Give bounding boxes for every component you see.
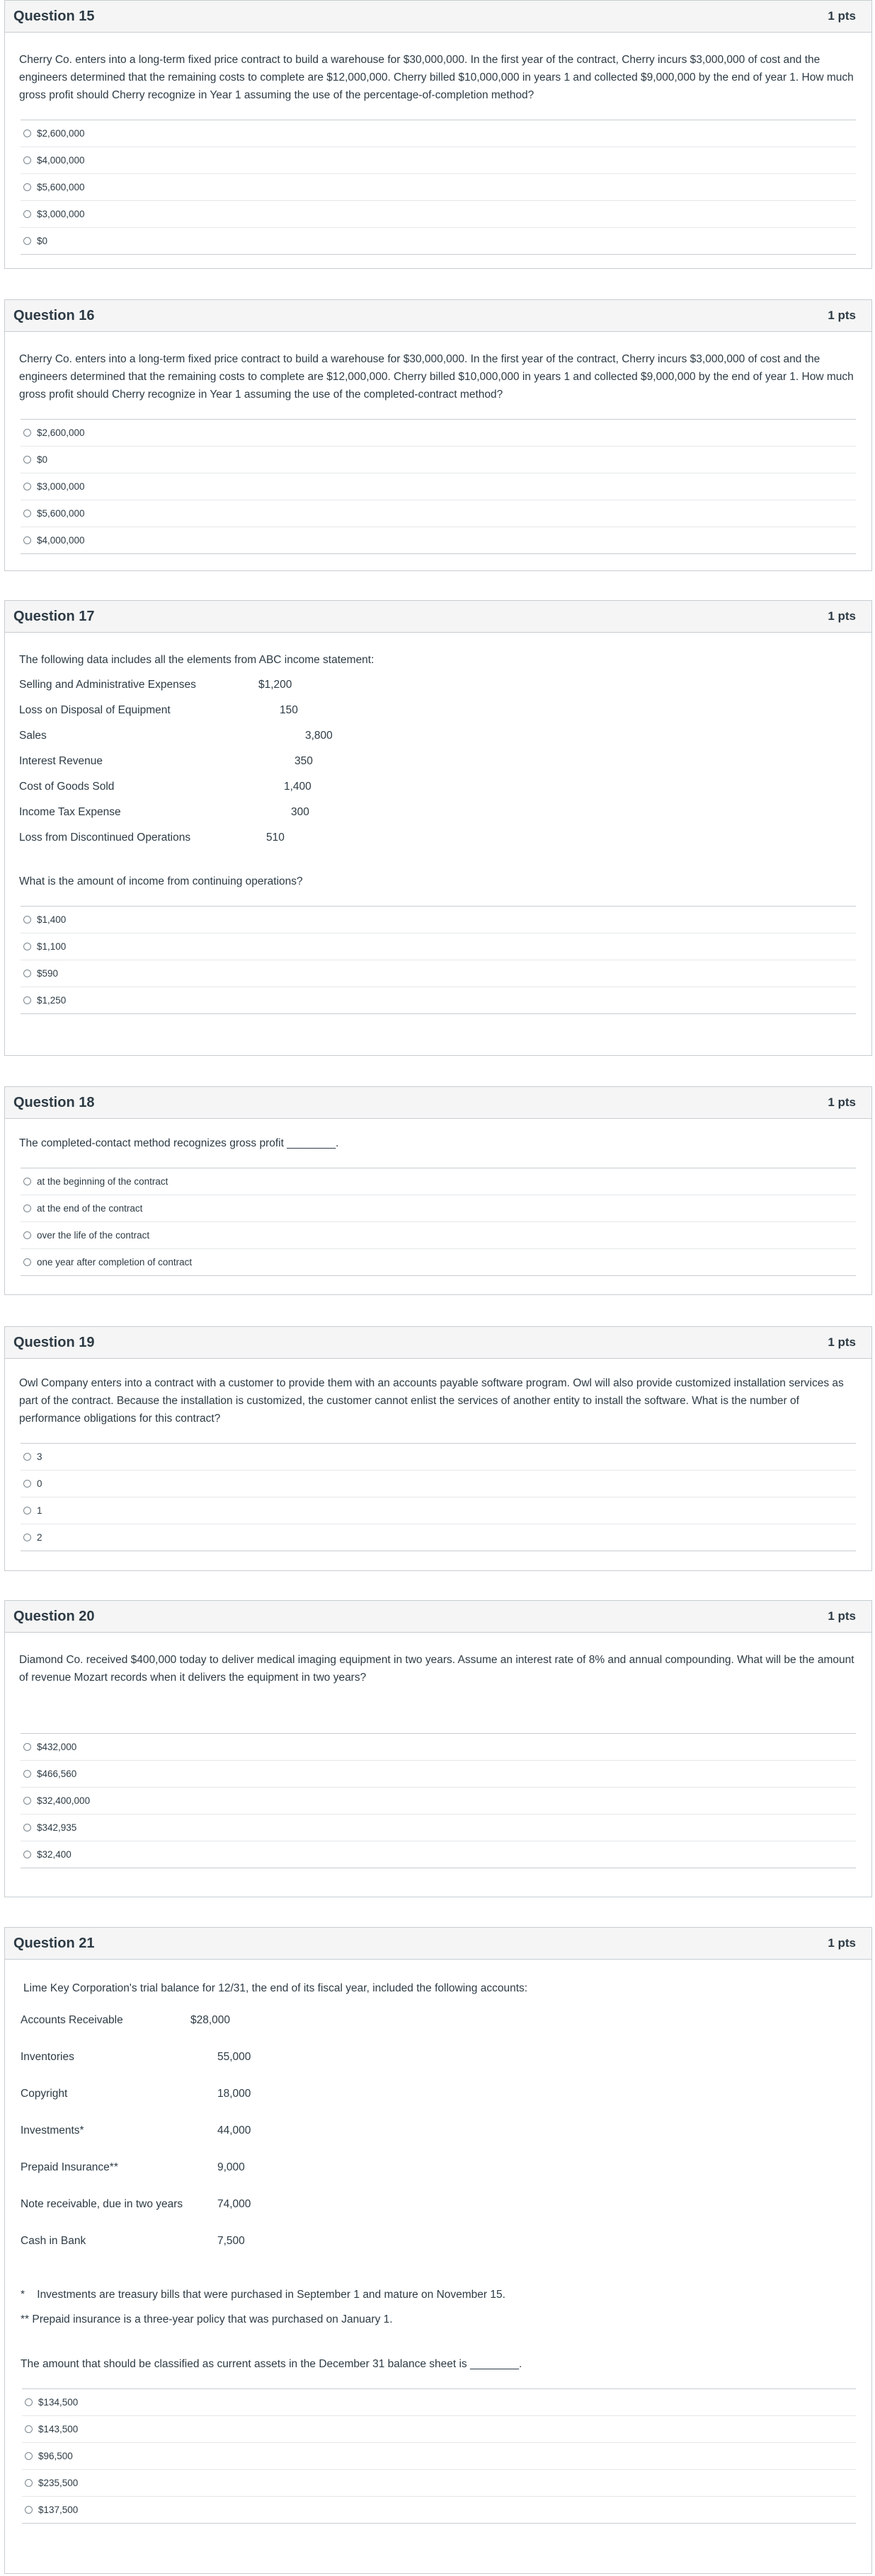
answer-label: $1,250 [37,995,67,1006]
question-17 [4,600,872,1056]
question-intro: The following data includes all the elements from ABC income statement: [19,654,374,666]
statement-row [19,676,856,701]
answer-option[interactable] [22,2470,856,2497]
answer-label: $235,500 [38,2478,79,2488]
answer-option[interactable] [21,500,856,527]
row-value: 150 [280,704,298,716]
radio-icon[interactable] [25,2425,33,2433]
question-title: Question 17 [13,608,95,624]
answer-label: 1 [37,1505,42,1516]
footnote-insurance: ** Prepaid insurance is a three-year policy that was purchased on January 1. [21,2313,393,2325]
radio-icon[interactable] [23,183,31,191]
answer-label: $1,100 [37,941,67,952]
question-20 [4,1600,872,1897]
answer-label: 0 [37,1478,42,1489]
question-points: 1 pts [828,1609,856,1623]
answer-option[interactable] [21,147,856,174]
balance-row [21,2158,856,2195]
row-label: Loss from Discontinued Operations [19,832,191,844]
answer-label: $143,500 [38,2424,79,2434]
row-value: 44,000 [217,2124,251,2137]
answer-option[interactable] [21,1168,856,1195]
radio-icon[interactable] [23,536,31,544]
radio-icon[interactable] [23,210,31,218]
radio-icon[interactable] [23,1770,31,1778]
answer-option[interactable] [21,527,856,554]
answer-option[interactable] [22,2443,856,2470]
row-value: $1,200 [258,679,292,691]
question-21 [4,1927,872,2574]
question-points: 1 pts [828,1096,856,1109]
statement-row [19,727,856,752]
question-title: Question 21 [13,1935,95,1951]
answer-label: $590 [37,968,59,979]
row-label: Accounts Receivable [21,2014,123,2026]
row-value: 9,000 [217,2161,245,2173]
answer-label: $5,600,000 [37,182,85,192]
question-header [5,1928,871,1960]
question-title: Question 15 [13,8,95,24]
answer-option[interactable] [21,907,856,933]
statement-row [19,803,856,829]
question-intro: Lime Key Corporation's trial balance for 12/31, the end of its fiscal year, included the following accounts: [23,1982,528,1994]
question-body [5,1374,871,1551]
answer-option[interactable] [21,960,856,987]
row-value: $28,000 [190,2014,231,2026]
row-label: Inventories [21,2051,74,2063]
answer-label: $342,935 [37,1822,77,1833]
balance-row [21,2085,856,2122]
answer-option[interactable] [21,1249,856,1276]
radio-icon[interactable] [25,2506,33,2514]
statement-row [19,752,856,778]
answer-list [21,1168,856,1276]
answer-option[interactable] [21,1734,856,1761]
question-body [5,1651,871,1868]
question-points: 1 pts [828,1936,856,1950]
row-value: 55,000 [217,2051,251,2063]
radio-icon[interactable] [23,130,31,137]
radio-icon[interactable] [23,1851,31,1858]
answer-option[interactable] [21,228,856,255]
answer-option[interactable] [21,933,856,960]
row-label: Sales [19,730,47,742]
question-points: 1 pts [828,309,856,322]
answer-option[interactable] [21,420,856,447]
question-text: Cherry Co. enters into a long-term fixed price contract to build a warehouse for $30,000,000. In the first year of the contract, Cherry incurs $3,000,000 of cost and the engineers determined that the remaining costs to complete are $12,000,000. Cherry billed $10,000,000 in years 1 and collected $9,000,000 by the end of year 1. How much gross profit should Cherry recognize in Year 1 assuming the use of the completed-contract method? [19,353,854,401]
question-title: Question 16 [13,307,95,323]
question-header [5,601,871,633]
radio-icon[interactable] [23,156,31,164]
answer-option[interactable] [21,1471,856,1497]
balance-row [21,2122,856,2158]
radio-icon[interactable] [23,1743,31,1751]
question-title: Question 20 [13,1608,95,1624]
answer-list [21,1733,856,1868]
row-label: Income Tax Expense [19,806,121,818]
question-header [5,1601,871,1633]
answer-label: at the end of the contract [37,1203,143,1214]
radio-icon[interactable] [23,1507,31,1514]
question-title: Question 18 [13,1094,95,1110]
row-value: 510 [266,832,285,844]
radio-icon[interactable] [23,1231,31,1239]
question-text: Cherry Co. enters into a long-term fixed price contract to build a warehouse for $30,000,000. In the first year of the contract, Cherry incurs $3,000,000 of cost and the engineers determined that the remaining costs to complete are $12,000,000. Cherry billed $10,000,000 in years 1 and collected $9,000,000 by the end of year 1. How much gross profit should Cherry recognize in Year 1 assuming the use of the percentage-of-completion method? [19,54,854,101]
radio-icon[interactable] [23,1453,31,1461]
answer-option[interactable] [21,201,856,228]
row-value: 300 [291,806,309,818]
radio-icon[interactable] [23,456,31,464]
answer-option[interactable] [21,473,856,500]
answer-option[interactable] [21,1524,856,1551]
answer-label: over the life of the contract [37,1230,150,1241]
question-19 [4,1326,872,1571]
radio-icon[interactable] [23,1797,31,1805]
row-value: 1,400 [284,781,311,793]
answer-label: $3,000,000 [37,481,85,492]
answer-option[interactable] [21,1444,856,1471]
income-statement-items [19,676,856,854]
radio-icon[interactable] [23,1204,31,1212]
radio-icon[interactable] [23,1258,31,1266]
radio-icon[interactable] [23,1178,31,1185]
question-text: What is the amount of income from continuing operations? [19,875,303,887]
footnote-investments: * Investments are treasury bills that were purchased in September 1 and mature on November 15. [21,2289,505,2301]
question-header [5,1087,871,1119]
radio-icon[interactable] [23,1824,31,1832]
answer-label: $96,500 [38,2451,73,2461]
question-body [5,51,871,255]
balance-row [21,2048,856,2085]
answer-option[interactable] [21,174,856,201]
answer-option[interactable] [21,1761,856,1788]
answer-label: at the beginning of the contract [37,1176,168,1187]
answer-label: $134,500 [38,2397,79,2408]
answer-label: $2,600,000 [37,427,85,438]
balance-row [21,2011,856,2048]
radio-icon[interactable] [23,510,31,517]
answer-label: $32,400 [37,1849,72,1860]
radio-icon[interactable] [23,943,31,950]
question-header [5,300,871,332]
radio-icon[interactable] [23,237,31,245]
question-16 [4,299,872,571]
row-label: Loss on Disposal of Equipment [19,704,171,716]
question-points: 1 pts [828,9,856,23]
radio-icon[interactable] [23,1480,31,1488]
balance-row [21,2195,856,2232]
row-value: 7,500 [217,2235,245,2247]
answer-label: $5,600,000 [37,508,85,519]
answer-label: $0 [37,236,48,246]
answer-label: $4,000,000 [37,155,85,166]
row-label: Investments* [21,2124,84,2137]
statement-row [19,701,856,727]
answer-list [21,419,856,554]
row-label: Prepaid Insurance** [21,2161,118,2173]
question-15 [4,0,872,269]
answer-option[interactable] [22,2497,856,2524]
trial-balance-items [21,2011,856,2269]
answer-list [22,2388,856,2524]
statement-row [19,778,856,803]
question-text: Diamond Co. received $400,000 today to deliver medical imaging equipment in two years. Assume an interest rate of 8% and annual compounding. What will be the amount of revenue Mozart records when it delivers the equipment in two years? [19,1654,854,1684]
radio-icon[interactable] [25,2479,33,2487]
answer-label: $1,400 [37,914,67,925]
radio-icon[interactable] [23,483,31,490]
answer-option[interactable] [21,1497,856,1524]
row-label: Cash in Bank [21,2235,86,2247]
radio-icon[interactable] [25,2452,33,2460]
statement-row [19,829,856,854]
question-text: The completed-contact method recognizes gross profit ________. [19,1137,339,1149]
row-label: Selling and Administrative Expenses [19,679,196,691]
question-body [5,1134,871,1276]
question-body [5,350,871,554]
answer-option[interactable] [21,1222,856,1249]
answer-option[interactable] [21,1195,856,1222]
row-label: Copyright [21,2088,68,2100]
question-title: Question 19 [13,1334,95,1350]
row-value: 350 [294,755,313,767]
question-body [5,651,871,1014]
answer-label: $466,560 [37,1769,77,1779]
question-text: The amount that should be classified as current assets in the December 31 balance sheet is ________. [21,2358,522,2370]
answer-label: one year after completion of contract [37,1257,193,1267]
answer-option[interactable] [22,2389,856,2416]
answer-option[interactable] [21,120,856,147]
radio-icon[interactable] [23,1534,31,1541]
answer-label: 3 [37,1451,42,1462]
row-label: Note receivable, due in two years [21,2198,183,2210]
radio-icon[interactable] [23,916,31,924]
question-text: Owl Company enters into a contract with a customer to provide them with an accounts payable software program. Owl will also provide customized installation services as part of the contract. Because the installation is customized, the customer cannot enlist the services of another entity to install the software. What is the number of performance obligations for this contract? [19,1377,844,1425]
answer-list [21,1443,856,1551]
answer-option[interactable] [21,987,856,1014]
row-value: 74,000 [217,2198,251,2210]
question-points: 1 pts [828,609,856,623]
answer-list [21,906,856,1014]
question-header [5,1327,871,1359]
row-value: 18,000 [217,2088,251,2100]
answer-label: 2 [37,1532,42,1543]
row-label: Interest Revenue [19,755,103,767]
answer-label: $3,000,000 [37,209,85,219]
answer-label: $32,400,000 [37,1795,91,1806]
answer-list [21,120,856,255]
question-header [5,1,871,33]
answer-label: $2,600,000 [37,128,85,139]
radio-icon[interactable] [25,2398,33,2406]
question-body [5,1979,871,2524]
answer-label: $137,500 [38,2505,79,2515]
radio-icon[interactable] [23,429,31,437]
answer-label: $0 [37,454,48,465]
radio-icon[interactable] [23,996,31,1004]
question-points: 1 pts [828,1335,856,1349]
row-label: Cost of Goods Sold [19,781,115,793]
answer-label: $4,000,000 [37,535,85,546]
row-value: 3,800 [305,730,333,742]
answer-option[interactable] [21,1841,856,1868]
question-18 [4,1086,872,1295]
answer-option[interactable] [21,1815,856,1841]
answer-option[interactable] [21,447,856,473]
balance-row [21,2232,856,2269]
answer-label: $432,000 [37,1742,77,1752]
answer-option[interactable] [22,2416,856,2443]
radio-icon[interactable] [23,970,31,977]
answer-option[interactable] [21,1788,856,1815]
